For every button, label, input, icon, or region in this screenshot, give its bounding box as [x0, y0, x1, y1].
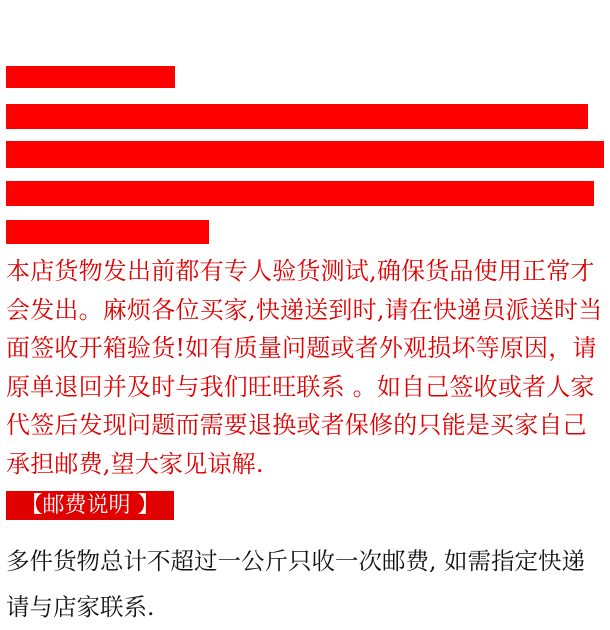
redacted-text-bar	[6, 141, 604, 168]
redacted-heading-bar	[6, 66, 175, 88]
redacted-text-bar	[6, 104, 588, 129]
postage-section-heading: 【邮费说明 】	[6, 491, 174, 520]
postage-description-paragraph: 多件货物总计不超过一公斤只收一次邮费, 如需指定快递请与店家联系.	[6, 547, 585, 621]
redacted-text-bar	[6, 220, 209, 244]
inspection-notice-paragraph: 本店货物发出前都有专人验货测试,确保货品使用正常才会发出。麻烦各位买家,快递送到时,请在快递员派送时当面签收开箱验货!如有质量问题或者外观损坏等原因，请原单退回并及时与我们旺旺联系 。如自己签收或者人家代签后发现问题而需要退换或者保修的只能是买家自己承担邮费,望大家见谅解.	[6, 257, 603, 478]
redacted-text-bar	[6, 181, 594, 206]
